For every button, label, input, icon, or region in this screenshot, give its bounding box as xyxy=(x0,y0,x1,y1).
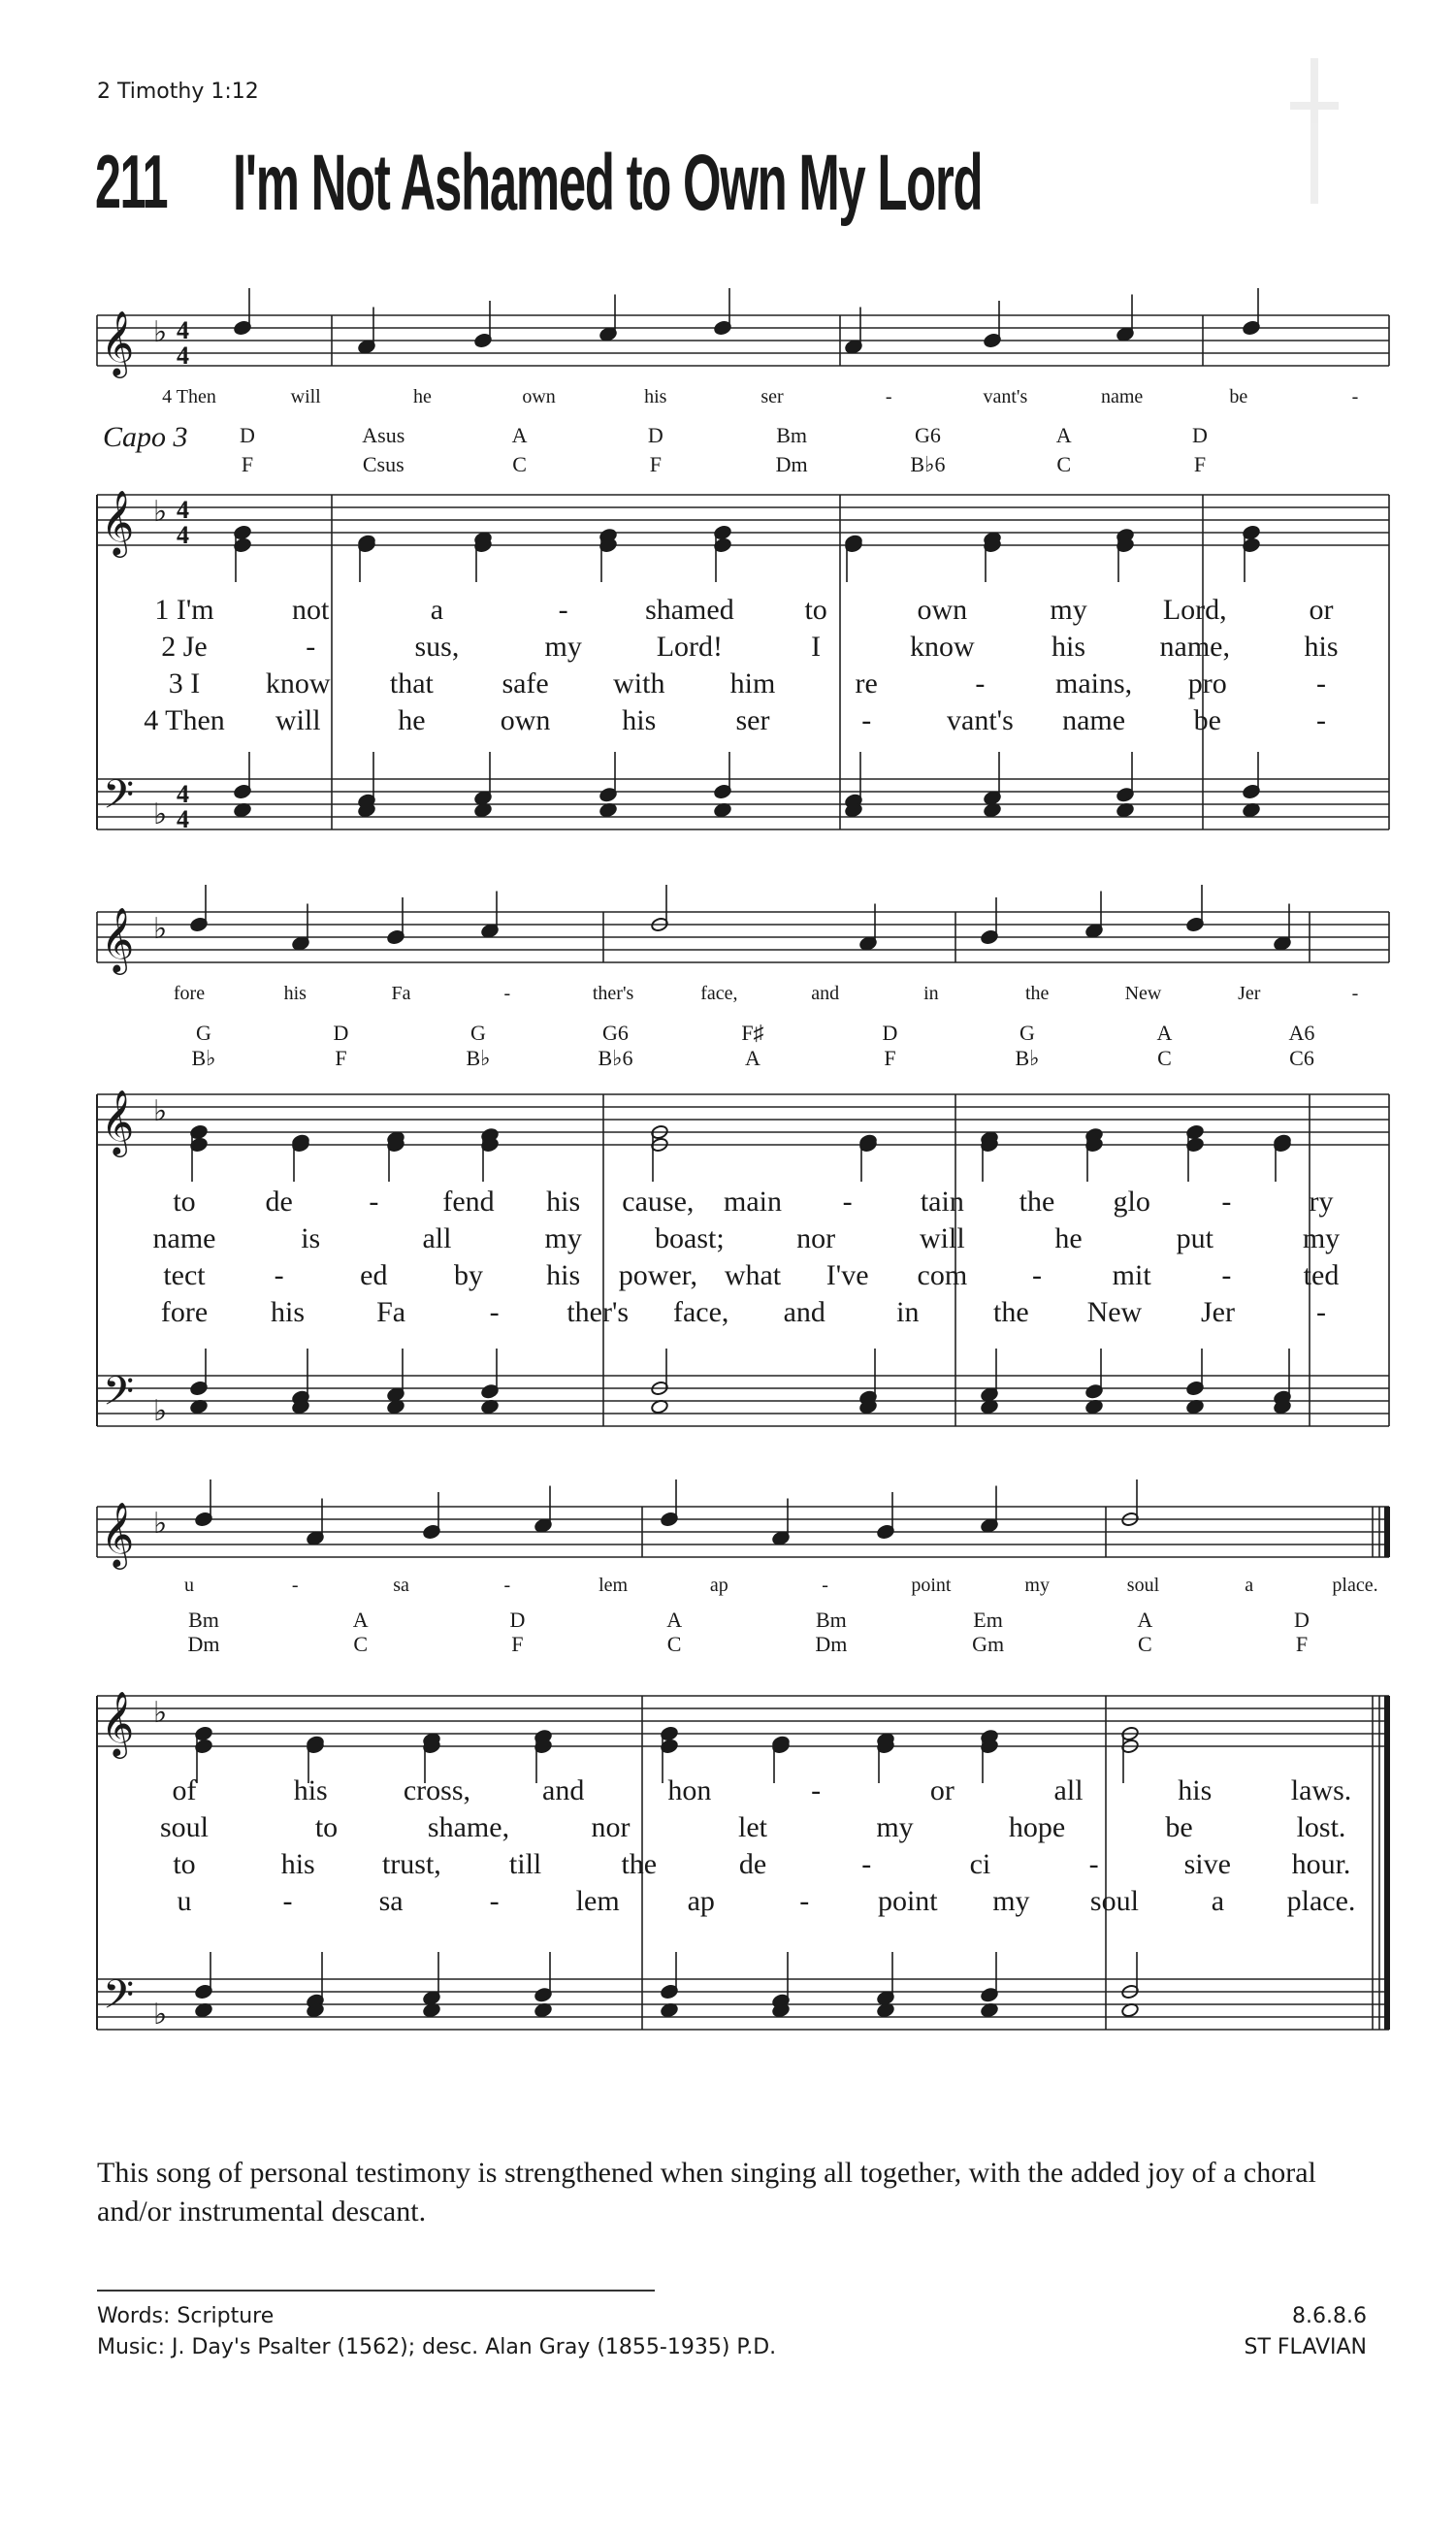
chord-concert: C xyxy=(1157,1046,1172,1070)
chord-concert: B♭ xyxy=(1015,1046,1040,1070)
chord-concert: C xyxy=(512,452,527,476)
descant-lyric: soul xyxy=(1126,1575,1160,1596)
chord-concert: Dm xyxy=(815,1632,848,1656)
verse-lyric: ci xyxy=(969,1848,991,1880)
chord-capo: F♯ xyxy=(741,1021,764,1045)
verse-lyric: mit xyxy=(1112,1259,1151,1291)
bass-clef-icon: 𝄢 xyxy=(103,1972,135,2027)
verse-lyric: de xyxy=(738,1848,767,1880)
verse-lyric: - xyxy=(274,1259,284,1291)
verse-lyric: will xyxy=(275,704,321,736)
verse-lyric: or xyxy=(929,1774,954,1806)
descant-lyric: the xyxy=(1024,983,1050,1004)
chord-capo: A xyxy=(1055,423,1072,447)
final-barline xyxy=(1384,1507,1390,1557)
chord-capo: D xyxy=(509,1608,526,1632)
verse-lyric: face, xyxy=(673,1296,729,1328)
chord-capo: G6 xyxy=(914,423,941,447)
verse-lyric: his xyxy=(546,1186,581,1218)
verse-lyric: fend xyxy=(442,1186,495,1218)
verse-lyric: and xyxy=(783,1296,825,1328)
time-signature: 4 xyxy=(177,341,189,370)
verse-lyric: hope xyxy=(1008,1811,1066,1843)
verse-lyric: power, xyxy=(618,1259,697,1291)
verse-lyric: name xyxy=(152,1222,216,1254)
verse-lyric: what xyxy=(724,1259,782,1291)
verse-lyric: let xyxy=(738,1811,767,1843)
tune-name: ST FLAVIAN xyxy=(1244,2335,1367,2359)
verse-lyric: - xyxy=(1316,704,1326,736)
verse-lyric: his xyxy=(622,704,657,736)
descant-staff xyxy=(97,1507,1389,1557)
verse-lyric: - xyxy=(1316,667,1326,699)
verse-lyric: name, xyxy=(1159,631,1231,663)
chord-concert: F xyxy=(649,452,662,476)
descant-lyric: Fa xyxy=(391,983,411,1004)
chord-concert: B♭ xyxy=(466,1046,491,1070)
verse-lyric: glo xyxy=(1113,1186,1150,1218)
descant-lyric: ap xyxy=(709,1575,728,1596)
verse-lyric: 3 I xyxy=(168,667,201,699)
verse-lyric: 2 Je xyxy=(161,631,208,663)
chord-capo: D xyxy=(647,423,663,447)
bass-clef-icon: 𝄢 xyxy=(103,1369,135,1423)
verse-lyric: - xyxy=(799,1885,810,1917)
verse-lyric: in xyxy=(896,1296,920,1328)
verse-lyric: tain xyxy=(920,1186,964,1218)
chord-concert: F xyxy=(1193,452,1207,476)
chord-concert: B♭6 xyxy=(910,452,946,476)
time-signature: 4 xyxy=(177,316,189,344)
descant-lyric: - xyxy=(1351,983,1359,1004)
descant-lyric: be xyxy=(1229,386,1248,407)
verse-lyric: vant's xyxy=(947,704,1014,736)
verse-lyric: ser xyxy=(735,704,770,736)
final-barline xyxy=(1384,1696,1390,2030)
descant-lyric: New xyxy=(1124,983,1162,1004)
verse-lyric: ted xyxy=(1303,1259,1340,1291)
verse-lyric: Lord, xyxy=(1162,594,1227,626)
verse-lyric: - xyxy=(282,1885,293,1917)
verse-lyric: lem xyxy=(575,1885,620,1917)
verse-lyric: 4 Then xyxy=(144,704,225,736)
verse-lyric: a xyxy=(430,594,444,626)
bass-staff xyxy=(97,1979,1389,2030)
verse-lyric: soul xyxy=(1089,1885,1139,1917)
verse-lyric: the xyxy=(1019,1186,1055,1218)
descant-lyric: sa xyxy=(393,1575,409,1596)
chord-concert: Dm xyxy=(187,1632,220,1656)
scripture-reference: 2 Timothy 1:12 xyxy=(97,80,259,104)
chord-capo: Asus xyxy=(362,423,405,447)
chord-concert: F xyxy=(335,1046,347,1070)
verse-lyric: with xyxy=(613,667,665,699)
verse-lyric: Fa xyxy=(376,1296,406,1328)
chord-capo: A xyxy=(352,1608,369,1632)
chord-concert: Dm xyxy=(775,452,808,476)
chord-capo: A xyxy=(1137,1608,1153,1632)
verse-lyric: the xyxy=(993,1296,1029,1328)
flat-icon: ♭ xyxy=(153,1395,168,1427)
descant-lyric: will xyxy=(290,386,321,407)
verse-lyric: fore xyxy=(160,1296,209,1328)
treble-clef-icon: 𝄞 xyxy=(101,908,135,971)
treble-clef-icon: 𝄞 xyxy=(101,311,135,374)
chord-capo: G xyxy=(196,1021,211,1045)
chord-capo: G xyxy=(1019,1021,1035,1045)
descant-lyric: - xyxy=(503,983,511,1004)
verse-lyric: of xyxy=(172,1774,197,1806)
verse-lyric: laws. xyxy=(1290,1774,1352,1806)
descant-lyric: ser xyxy=(760,386,784,407)
verse-lyric: he xyxy=(1054,1222,1083,1254)
chord-capo: D xyxy=(1192,423,1208,447)
melody-staff xyxy=(97,1696,1389,1746)
descant-lyric: - xyxy=(885,386,892,407)
chord-concert: C xyxy=(1137,1632,1152,1656)
chord-capo: A xyxy=(511,423,528,447)
verse-lyric: pro xyxy=(1187,667,1227,699)
verse-lyric: a xyxy=(1211,1885,1225,1917)
verse-lyric: - xyxy=(489,1296,500,1328)
descant-lyric: a xyxy=(1245,1575,1254,1596)
verse-lyric: his xyxy=(546,1259,581,1291)
chord-capo: G6 xyxy=(602,1021,629,1045)
verse-lyric: cross, xyxy=(403,1774,471,1806)
verse-lyric: know xyxy=(265,667,331,699)
verse-lyric: he xyxy=(398,704,426,736)
verse-lyric: that xyxy=(389,667,434,699)
verse-lyric: - xyxy=(306,631,316,663)
verse-lyric: re xyxy=(855,667,878,699)
verse-lyric: to xyxy=(173,1848,196,1880)
melody-staff xyxy=(97,495,1389,545)
descant-lyric: point xyxy=(911,1575,952,1596)
chord-concert: F xyxy=(884,1046,896,1070)
verse-lyric: cause, xyxy=(622,1186,695,1218)
verse-lyric: my xyxy=(1302,1222,1341,1254)
verse-lyric: - xyxy=(1316,1296,1326,1328)
verse-lyric: hour. xyxy=(1291,1848,1351,1880)
verse-lyric: nor xyxy=(796,1222,836,1254)
verse-lyric: to xyxy=(804,594,827,626)
verse-lyric: to xyxy=(314,1811,339,1843)
verse-lyric: Lord! xyxy=(656,631,724,663)
verse-lyric: safe xyxy=(502,667,549,699)
treble-clef-icon: 𝄞 xyxy=(101,1503,135,1566)
performance-note: This song of personal testimony is strengthened when singing all together, with the added joy of a choral and/or instrumental descant. xyxy=(97,2157,1316,2227)
time-signature: 4 xyxy=(177,780,189,808)
music-credit: Music: J. Day's Psalter (1562); desc. Alan Gray (1855-1935) P.D. xyxy=(97,2335,777,2359)
chord-capo: Bm xyxy=(815,1608,847,1632)
verse-lyric: own xyxy=(500,704,551,736)
descant-lyric: lem xyxy=(599,1575,629,1596)
verse-lyric: will xyxy=(919,1222,965,1254)
verse-lyric: - xyxy=(558,594,568,626)
verse-lyric: 1 I'm xyxy=(154,594,214,626)
verse-lyric: nor xyxy=(591,1811,631,1843)
verse-lyric: - xyxy=(861,1848,872,1880)
verse-lyric: by xyxy=(454,1259,483,1291)
hymn-number: 211 xyxy=(95,139,168,224)
chord-concert: C6 xyxy=(1289,1046,1314,1070)
descant-lyric: ther's xyxy=(592,983,634,1004)
flat-icon: ♭ xyxy=(153,1999,168,2031)
verse-lyric: - xyxy=(1088,1848,1099,1880)
verse-lyric: to xyxy=(173,1186,196,1218)
verse-lyric: - xyxy=(811,1774,822,1806)
verse-lyric: his xyxy=(271,1296,306,1328)
flat-icon: ♭ xyxy=(153,1095,168,1127)
descant-lyric: name xyxy=(1100,386,1144,407)
flat-icon: ♭ xyxy=(153,316,168,348)
verse-lyric: him xyxy=(729,667,776,699)
verse-lyric: main xyxy=(724,1186,782,1218)
descant-lyric: own xyxy=(522,386,556,407)
descant-lyric: he xyxy=(412,386,432,407)
chord-capo: A xyxy=(1156,1021,1173,1045)
verse-lyric: Jer xyxy=(1200,1296,1235,1328)
bass-staff xyxy=(97,779,1389,829)
verse-lyric: or xyxy=(1309,594,1334,626)
chord-capo: Bm xyxy=(188,1608,219,1632)
flat-icon: ♭ xyxy=(153,496,168,528)
verse-lyric: - xyxy=(842,1186,853,1218)
chord-capo: G xyxy=(470,1021,486,1045)
descant-lyric: - xyxy=(822,1575,828,1596)
verse-lyric: New xyxy=(1086,1296,1143,1328)
chord-capo: Bm xyxy=(776,423,808,447)
verse-lyric: hon xyxy=(667,1774,712,1806)
verse-lyric: com xyxy=(917,1259,968,1291)
verse-lyric: point xyxy=(877,1885,938,1917)
verse-lyric: - xyxy=(861,704,872,736)
treble-clef-icon: 𝄞 xyxy=(101,491,135,554)
chord-concert: F xyxy=(511,1632,524,1656)
verse-lyric: I xyxy=(811,631,822,663)
descant-lyric: - xyxy=(291,1575,299,1596)
tune-info xyxy=(1245,2301,1368,2363)
chord-concert: C xyxy=(353,1632,369,1656)
verse-lyric: tect xyxy=(163,1259,206,1291)
chord-concert: B♭6 xyxy=(598,1046,633,1070)
verse-lyric: my xyxy=(544,631,582,663)
hymn-title: I'm Not Ashamed to Own My Lord xyxy=(233,139,983,227)
chord-concert: Gm xyxy=(972,1632,1005,1656)
descant-lyric: my xyxy=(1024,1575,1050,1596)
verse-lyric: all xyxy=(422,1222,452,1254)
verse-lyric: my xyxy=(1050,594,1087,626)
verse-lyric: shame, xyxy=(427,1811,510,1843)
verse-lyric: - xyxy=(489,1885,500,1917)
meter: 8.6.8.6 xyxy=(1292,2304,1367,2328)
treble-clef-icon: 𝄞 xyxy=(101,1692,135,1755)
descant-lyric: fore xyxy=(173,983,206,1004)
verse-lyric: - xyxy=(369,1186,379,1218)
footer-divider xyxy=(97,2290,655,2292)
descant-lyric: face, xyxy=(700,983,738,1004)
verse-lyric: - xyxy=(975,667,986,699)
chord-concert: F xyxy=(241,452,254,476)
verse-lyric: his xyxy=(1178,1774,1213,1806)
time-signature: 4 xyxy=(177,496,189,524)
credits xyxy=(97,2301,776,2363)
chord-concert: B♭ xyxy=(191,1046,216,1070)
chord-capo: D xyxy=(333,1021,349,1045)
verse-lyric: - xyxy=(1221,1186,1232,1218)
verse-lyric: his xyxy=(1304,631,1339,663)
verse-lyric: ther's xyxy=(566,1296,630,1328)
descant-staff xyxy=(97,315,1389,366)
descant-lyric: and xyxy=(811,983,840,1004)
descant-lyric: his xyxy=(644,386,667,407)
chord-capo: A xyxy=(666,1608,683,1632)
verse-lyric: his xyxy=(293,1774,328,1806)
verse-lyric: shamed xyxy=(645,594,734,626)
capo-label: Capo 3 xyxy=(103,421,188,453)
verse-lyric: mains, xyxy=(1055,667,1133,699)
descant-lyric: Jer xyxy=(1238,983,1261,1004)
verse-lyric: I've xyxy=(825,1259,869,1291)
verse-lyric: place. xyxy=(1286,1885,1356,1917)
verse-lyric: know xyxy=(909,631,975,663)
verse-lyric: name xyxy=(1062,704,1126,736)
verse-lyric: - xyxy=(1032,1259,1042,1291)
chord-concert: C xyxy=(666,1632,682,1656)
verse-lyric: till xyxy=(508,1848,542,1880)
verse-lyric: sus, xyxy=(414,631,460,663)
verse-lyric: ap xyxy=(687,1885,715,1917)
verse-lyric: his xyxy=(1052,631,1086,663)
verse-lyric: his xyxy=(280,1848,315,1880)
chord-concert: A xyxy=(745,1046,760,1070)
descant-lyric: 4 Then xyxy=(162,386,216,407)
chord-capo: D xyxy=(882,1021,898,1045)
chord-capo: D xyxy=(1294,1608,1310,1632)
flat-icon: ♭ xyxy=(153,1508,168,1540)
verse-lyric: soul xyxy=(159,1811,210,1843)
verse-lyric: ed xyxy=(360,1259,388,1291)
verse-lyric: my xyxy=(544,1222,582,1254)
chord-concert: C xyxy=(1056,452,1072,476)
time-signature: 4 xyxy=(177,805,189,833)
verse-lyric: de xyxy=(265,1186,293,1218)
descant-lyric: - xyxy=(503,1575,511,1596)
verse-lyric: my xyxy=(876,1811,914,1843)
verse-lyric: put xyxy=(1176,1222,1213,1254)
bass-clef-icon: 𝄢 xyxy=(103,772,135,827)
flat-icon: ♭ xyxy=(153,913,168,945)
time-signature: 4 xyxy=(177,521,189,549)
verse-lyric: my xyxy=(992,1885,1030,1917)
verse-lyric: boast; xyxy=(655,1222,725,1254)
verse-lyric: ry xyxy=(1309,1186,1334,1218)
descant-lyric: - xyxy=(1351,386,1359,407)
words-credit: Words: Scripture xyxy=(97,2304,275,2328)
descant-lyric: place. xyxy=(1332,1575,1378,1596)
chord-concert: F xyxy=(1295,1632,1309,1656)
descant-lyric: in xyxy=(923,983,939,1004)
flat-icon: ♭ xyxy=(153,1697,168,1729)
verse-lyric: be xyxy=(1193,704,1221,736)
descant-lyric: u xyxy=(184,1575,194,1596)
verse-lyric: is xyxy=(301,1222,321,1254)
verse-lyric: the xyxy=(621,1848,658,1880)
verse-lyric: lost. xyxy=(1296,1811,1346,1843)
chord-capo: Em xyxy=(973,1608,1003,1632)
verse-lyric: not xyxy=(292,594,330,626)
chord-capo: D xyxy=(240,423,255,447)
verse-lyric: u xyxy=(177,1885,192,1917)
verse-lyric: and xyxy=(542,1774,585,1806)
verse-lyric: all xyxy=(1053,1774,1084,1806)
descant-lyric: vant's xyxy=(983,386,1028,407)
verse-lyric: sa xyxy=(378,1885,404,1917)
chord-concert: Csus xyxy=(362,452,404,476)
descant-lyric: his xyxy=(283,983,307,1004)
verse-lyric: own xyxy=(917,594,968,626)
verse-lyric: be xyxy=(1165,1811,1193,1843)
verse-lyric: - xyxy=(1221,1259,1232,1291)
verse-lyric: trust, xyxy=(381,1848,441,1880)
treble-clef-icon: 𝄞 xyxy=(101,1090,135,1154)
chord-capo: A6 xyxy=(1288,1021,1315,1045)
verse-lyric: sive xyxy=(1183,1848,1231,1880)
flat-icon: ♭ xyxy=(153,798,168,830)
